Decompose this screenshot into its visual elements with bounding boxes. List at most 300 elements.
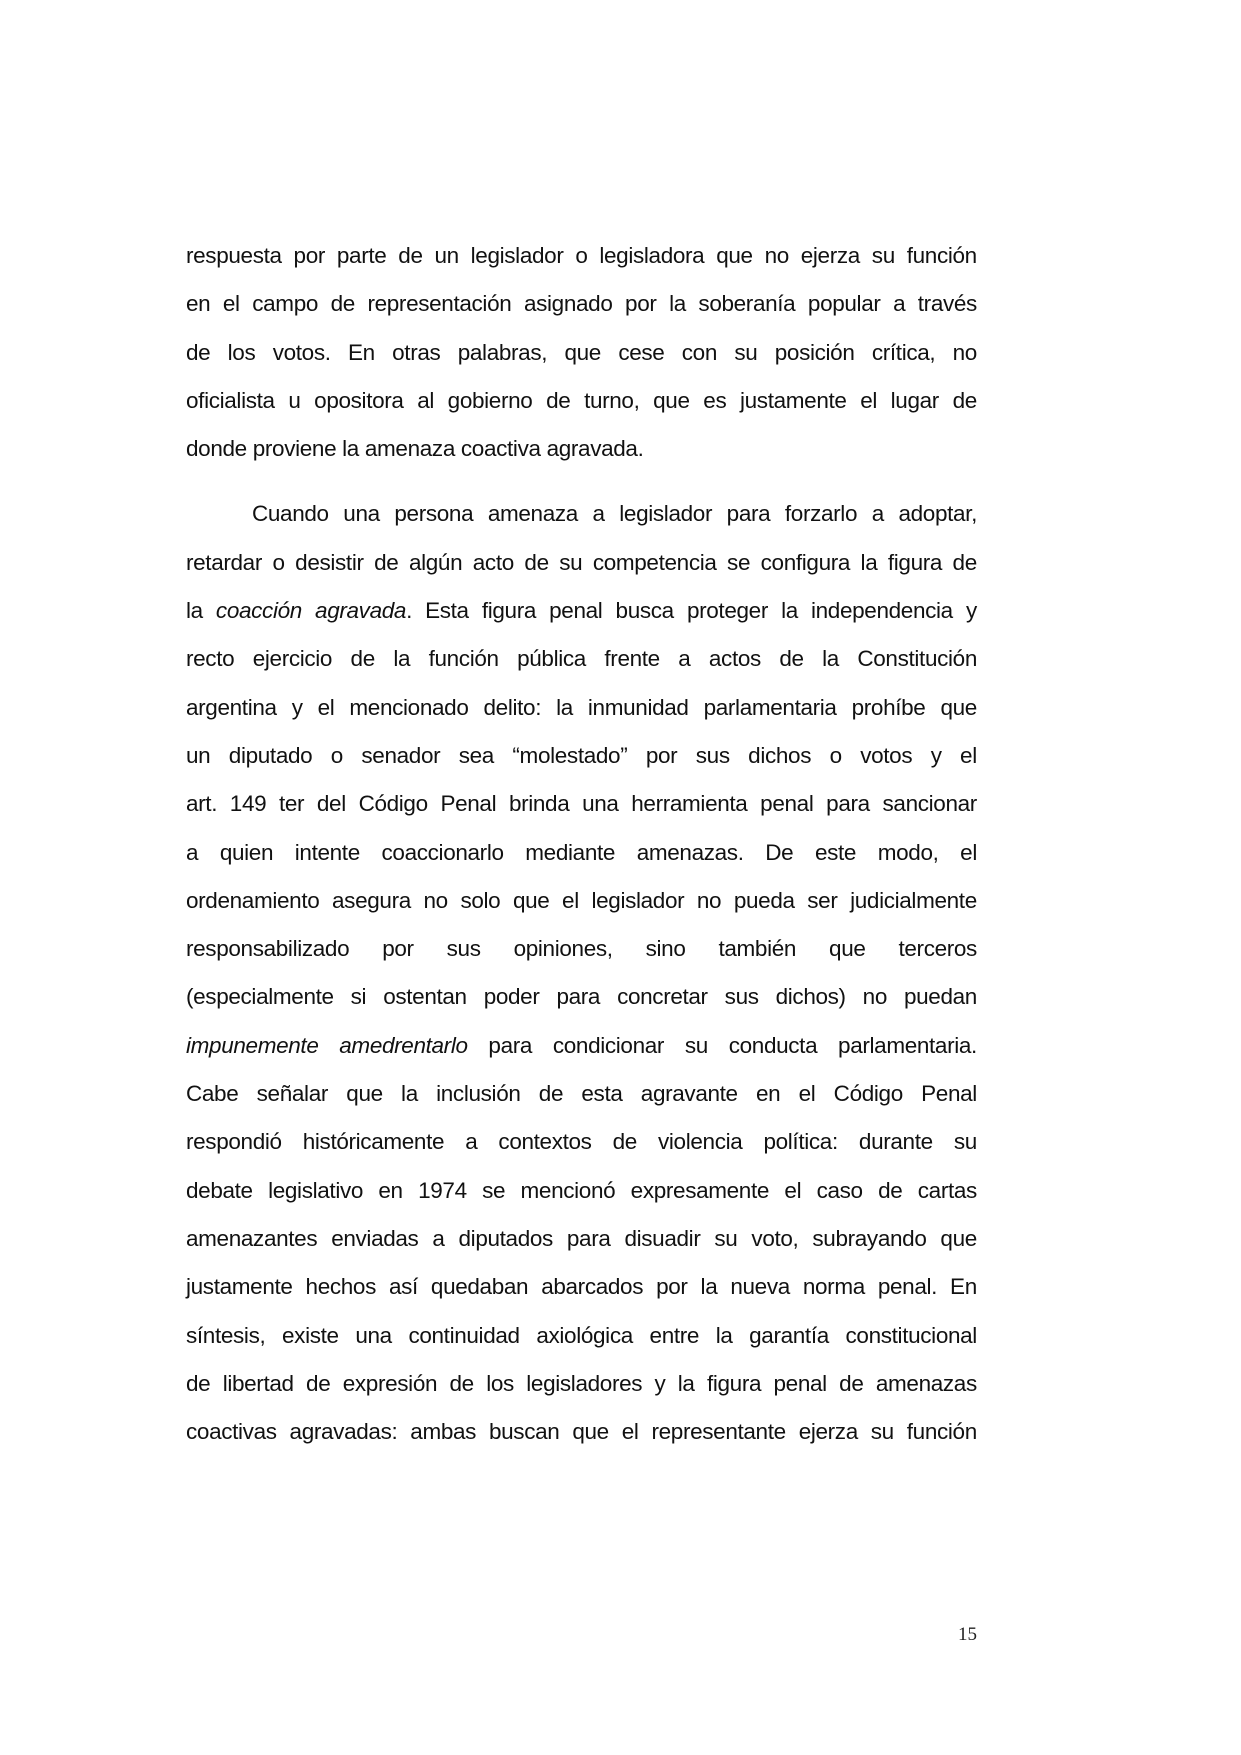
word: responsabilizado — [186, 936, 350, 962]
word: acto — [472, 549, 514, 575]
word: terceros — [898, 936, 977, 962]
word: votos. — [272, 339, 331, 365]
word: no — [764, 243, 789, 268]
text-line — [186, 877, 977, 925]
word: En — [347, 339, 375, 365]
word: forzarlo — [784, 501, 858, 527]
italic-text: agravada — [315, 598, 407, 624]
word: por — [625, 291, 657, 317]
word: síntesis, — [186, 1322, 266, 1348]
text-line — [186, 1118, 977, 1166]
word: si — [350, 984, 367, 1010]
word: por — [645, 742, 678, 768]
word: opiniones, — [513, 936, 613, 962]
word: que — [346, 1081, 383, 1107]
word: pública — [517, 646, 586, 672]
word: u — [288, 387, 301, 413]
word: amenazantes — [186, 1225, 318, 1251]
word: que — [940, 694, 977, 720]
word: ejercicio — [252, 646, 333, 672]
word: amenaza — [487, 501, 578, 527]
word: que — [940, 1225, 977, 1251]
word: parlamentaria — [703, 694, 837, 720]
word: violencia — [658, 1129, 743, 1155]
word: hechos — [305, 1274, 376, 1300]
word: 149 — [229, 791, 267, 817]
word: a — [871, 501, 884, 527]
text-line — [186, 280, 977, 328]
word: judicialmente — [850, 887, 977, 913]
paragraph — [186, 490, 977, 1456]
text-line — [186, 732, 977, 780]
word: legislador — [470, 243, 564, 268]
text-line — [186, 635, 977, 683]
text-line — [186, 780, 977, 828]
text-line — [186, 1263, 977, 1311]
word: en — [756, 1081, 781, 1107]
text-line — [186, 377, 977, 425]
word: la — [700, 1274, 718, 1300]
word: penal. — [877, 1274, 938, 1300]
word: art. — [186, 791, 218, 817]
word: de — [449, 1370, 474, 1396]
word: delito: — [483, 694, 542, 720]
word: de — [330, 291, 355, 317]
word: figura — [887, 549, 943, 575]
word: condicionar — [552, 1032, 665, 1058]
word: el — [222, 291, 240, 317]
word: agravada. — [315, 598, 412, 624]
word: a — [186, 839, 199, 865]
text-line — [186, 1070, 977, 1118]
word: al — [417, 387, 435, 413]
word: ordenamiento — [186, 887, 320, 913]
word: ejerza — [798, 1419, 858, 1445]
word: proteger — [686, 598, 768, 624]
word: se — [727, 549, 751, 575]
word: poder — [483, 984, 540, 1010]
word: la — [781, 598, 798, 624]
word — [216, 587, 302, 635]
word: mencionado — [349, 694, 469, 720]
word: sus — [446, 936, 481, 962]
word: algún — [408, 549, 463, 575]
word: lugar — [890, 387, 939, 413]
word: puedan — [903, 984, 977, 1010]
word: y — [930, 742, 942, 768]
word: busca — [615, 598, 674, 624]
word: para — [566, 1225, 611, 1251]
word: en — [186, 291, 211, 317]
word: el — [621, 1419, 639, 1445]
word: “molestado” — [512, 742, 628, 768]
word: mediante — [525, 839, 616, 865]
text-line — [186, 1312, 977, 1360]
word: votos — [860, 742, 913, 768]
word: de — [398, 243, 423, 268]
word: soberanía — [698, 291, 796, 317]
word: Penal — [440, 791, 497, 817]
word: Esta — [425, 598, 469, 624]
word: a — [592, 501, 605, 527]
word: concretar — [617, 984, 708, 1010]
word: coactivas — [186, 1419, 277, 1445]
word: por — [382, 936, 414, 962]
word: garantía — [749, 1322, 829, 1348]
word: por — [656, 1274, 688, 1300]
word: sus — [724, 984, 759, 1010]
word: representación — [367, 291, 512, 317]
word: prohíbe — [851, 694, 926, 720]
word: norma — [802, 1274, 865, 1300]
word: su — [871, 243, 895, 268]
word: de — [952, 387, 977, 413]
word: sancionar — [882, 791, 977, 817]
word: el — [960, 839, 977, 865]
word: la — [860, 549, 878, 575]
word: libertad — [222, 1370, 294, 1396]
word: entre — [649, 1322, 700, 1348]
word: esta — [581, 1081, 623, 1107]
word: Cabe — [186, 1081, 239, 1107]
word: persona — [394, 501, 474, 527]
text-line — [186, 1167, 977, 1215]
word: justamente — [186, 1274, 293, 1300]
word: política: — [763, 1129, 838, 1155]
word: su — [953, 1129, 977, 1155]
word: del — [316, 791, 346, 817]
word: pueda — [733, 887, 795, 913]
word: enviadas — [331, 1225, 419, 1251]
word: que — [716, 243, 753, 268]
italic-text: amedrentarlo — [339, 1032, 468, 1058]
word: o — [829, 742, 842, 768]
word: la — [677, 1370, 695, 1396]
word: y — [654, 1370, 666, 1396]
word: debate — [186, 1177, 253, 1203]
word: Código — [358, 791, 428, 817]
word: que — [512, 887, 550, 913]
word: el — [317, 694, 335, 720]
word: coactiva — [460, 436, 541, 462]
word: legisladores — [526, 1370, 643, 1396]
word: argentina — [186, 694, 277, 720]
word: desistir — [295, 549, 364, 575]
text-line — [186, 925, 977, 973]
word: existe — [282, 1322, 339, 1348]
word: un — [434, 243, 459, 268]
word: subrayando — [812, 1225, 927, 1251]
word: a — [678, 646, 691, 672]
word: amenaza — [364, 436, 455, 462]
word: nueva — [730, 1274, 790, 1300]
word: frente — [604, 646, 660, 672]
word: de — [350, 646, 375, 672]
word: o — [272, 549, 285, 575]
word: agravada. — [546, 436, 644, 462]
word: parlamentaria. — [838, 1032, 977, 1058]
word: no — [952, 339, 977, 365]
word: el — [860, 387, 878, 413]
word: gobierno — [447, 387, 533, 413]
text-line — [186, 539, 977, 587]
word: o — [330, 742, 343, 768]
word: solo — [460, 887, 501, 913]
word: continuidad — [408, 1322, 520, 1348]
word: de — [186, 1370, 211, 1396]
word: dichos — [748, 742, 812, 768]
word: turno, — [584, 387, 640, 413]
word: otras — [392, 339, 441, 365]
text-line — [186, 684, 977, 732]
word: recto — [186, 646, 235, 672]
word: a — [893, 291, 906, 317]
word: su — [870, 1419, 894, 1445]
word: ostentan — [383, 984, 467, 1010]
word: una — [355, 1322, 392, 1348]
word: no — [862, 984, 887, 1010]
text-line — [186, 232, 977, 280]
word: legislador — [591, 887, 685, 913]
word: constitucional — [845, 1322, 977, 1348]
word: o — [575, 243, 588, 268]
word: la — [342, 436, 359, 462]
word: el — [960, 742, 977, 768]
word: amenazas. — [636, 839, 744, 865]
word: diputados — [458, 1225, 553, 1251]
word: con — [681, 339, 718, 365]
word: un — [186, 742, 211, 768]
word: disuadir — [624, 1225, 701, 1251]
word: su — [734, 339, 758, 365]
word: ejerza — [800, 243, 860, 268]
paragraph-gap — [186, 473, 977, 490]
word: para — [488, 1032, 533, 1058]
text-line — [186, 329, 977, 377]
word: función — [906, 1419, 977, 1445]
word: modo, — [877, 839, 939, 865]
word: De — [765, 839, 794, 865]
word: señalar — [256, 1081, 329, 1107]
word: expresión — [342, 1370, 438, 1396]
word: voto, — [751, 1225, 799, 1251]
word: que — [564, 339, 601, 365]
word: de — [878, 1177, 903, 1203]
word: configura — [760, 549, 851, 575]
word: caso — [816, 1177, 863, 1203]
word: donde — [186, 436, 247, 462]
word: sino — [645, 936, 686, 962]
word: la — [401, 1081, 418, 1107]
word: su — [559, 549, 583, 575]
word: expresamente — [630, 1177, 770, 1203]
text-line — [186, 829, 977, 877]
word: ser — [807, 887, 838, 913]
word: asegura — [332, 887, 411, 913]
word: diputado — [228, 742, 313, 768]
word: campo — [252, 291, 319, 317]
word: de — [612, 1129, 637, 1155]
word: este — [814, 839, 857, 865]
word: que — [572, 1419, 609, 1445]
word — [339, 1022, 467, 1070]
word: el — [562, 887, 579, 913]
word: penal — [773, 1370, 827, 1396]
word: través — [917, 291, 977, 317]
word: quedaban — [430, 1274, 529, 1300]
word: una — [343, 501, 380, 527]
word: de — [952, 549, 977, 575]
word: agravadas: — [289, 1419, 398, 1445]
word: de — [374, 549, 399, 575]
word: asignado — [523, 291, 613, 317]
word: también — [718, 936, 797, 962]
word: cese — [618, 339, 665, 365]
word: y — [291, 694, 303, 720]
word: no — [696, 887, 722, 913]
word: el — [784, 1177, 802, 1203]
word: En — [950, 1274, 977, 1300]
word: los — [486, 1370, 514, 1396]
word: actos — [708, 646, 761, 672]
word: buscan — [488, 1419, 560, 1445]
word: en — [378, 1177, 403, 1203]
body-text — [186, 232, 977, 1456]
text-line — [186, 973, 977, 1021]
text-line — [186, 490, 977, 538]
word: inmunidad — [587, 694, 689, 720]
word: los — [227, 339, 256, 365]
italic-text: coacción — [215, 598, 302, 624]
word: que — [829, 936, 866, 962]
word: para — [726, 501, 771, 527]
word: legislador — [619, 501, 713, 527]
word: legisladora — [599, 243, 705, 268]
word: Penal — [921, 1081, 977, 1107]
word: no — [423, 887, 448, 913]
word: de — [839, 1370, 864, 1396]
word: de — [306, 1370, 331, 1396]
word: que — [653, 387, 690, 413]
paragraph — [186, 232, 977, 473]
word — [186, 1022, 318, 1070]
word: la — [393, 646, 411, 672]
word: históricamente — [302, 1129, 445, 1155]
word: figura — [706, 1370, 762, 1396]
text-line — [186, 425, 977, 473]
word: por — [293, 243, 326, 268]
word: a — [465, 1129, 478, 1155]
word: ter — [278, 791, 305, 817]
word: 1974 — [418, 1177, 467, 1203]
word: intente — [294, 839, 360, 865]
word: agravante — [640, 1081, 738, 1107]
word: popular — [807, 291, 881, 317]
word: función — [428, 646, 499, 672]
word: dichos) — [775, 984, 846, 1010]
word: palabras, — [457, 339, 548, 365]
page-number: 15 — [958, 1624, 977, 1645]
word: la — [669, 291, 686, 317]
word: la — [715, 1322, 733, 1348]
word: de — [779, 646, 804, 672]
word: así — [388, 1274, 418, 1300]
text-line — [186, 587, 977, 635]
text-line — [186, 1215, 977, 1263]
word: respuesta — [186, 243, 282, 268]
word: respondió — [186, 1129, 282, 1155]
word: brinda — [508, 791, 570, 817]
word: crítica, — [871, 339, 936, 365]
word: adoptar, — [898, 501, 977, 527]
word: cartas — [917, 1177, 977, 1203]
word: penal — [549, 598, 603, 624]
word: retardar — [186, 549, 262, 575]
word: figura — [481, 598, 537, 624]
word: Constitución — [857, 646, 977, 672]
word: axiológica — [536, 1322, 633, 1348]
word: su — [714, 1225, 738, 1251]
word: la — [822, 646, 839, 672]
word: a — [432, 1225, 445, 1251]
word: la — [186, 598, 203, 624]
word: posición — [774, 339, 855, 365]
word: ambas — [410, 1419, 477, 1445]
word: representante — [651, 1419, 786, 1445]
word: senador — [361, 742, 441, 768]
word: penal — [760, 791, 814, 817]
word: independencia — [811, 598, 953, 624]
word: una — [582, 791, 619, 817]
word: y — [965, 598, 977, 624]
text-line — [186, 1022, 977, 1070]
word: de — [538, 1081, 564, 1107]
word: Cuando — [252, 501, 329, 527]
word: se — [482, 1177, 506, 1203]
word: oficialista — [186, 387, 275, 413]
word: (especialmente — [186, 984, 334, 1010]
word: competencia — [592, 549, 717, 575]
word: herramienta — [631, 791, 748, 817]
text-line — [186, 1360, 977, 1408]
word: sea — [458, 742, 494, 768]
word: de — [546, 387, 571, 413]
word: función — [906, 243, 977, 268]
word: su — [684, 1032, 708, 1058]
word: mencionó — [520, 1177, 616, 1203]
word: proviene — [252, 436, 337, 462]
italic-text: impunemente — [186, 1032, 319, 1058]
word: contextos — [498, 1129, 592, 1155]
word: el — [798, 1081, 816, 1107]
word: Código — [833, 1081, 903, 1107]
word: de — [186, 339, 211, 365]
word: durante — [858, 1129, 933, 1155]
word: inclusión — [436, 1081, 521, 1107]
word: para — [826, 791, 870, 817]
word: la — [556, 694, 573, 720]
word: coaccionarlo — [381, 839, 504, 865]
word: quien — [219, 839, 274, 865]
word: justamente — [740, 387, 847, 413]
word: parte — [336, 243, 387, 268]
text-line — [186, 1408, 977, 1456]
word: opositora — [314, 387, 404, 413]
word: conducta — [728, 1032, 818, 1058]
word: para — [556, 984, 601, 1010]
word: es — [703, 387, 727, 413]
word: legislativo — [268, 1177, 364, 1203]
